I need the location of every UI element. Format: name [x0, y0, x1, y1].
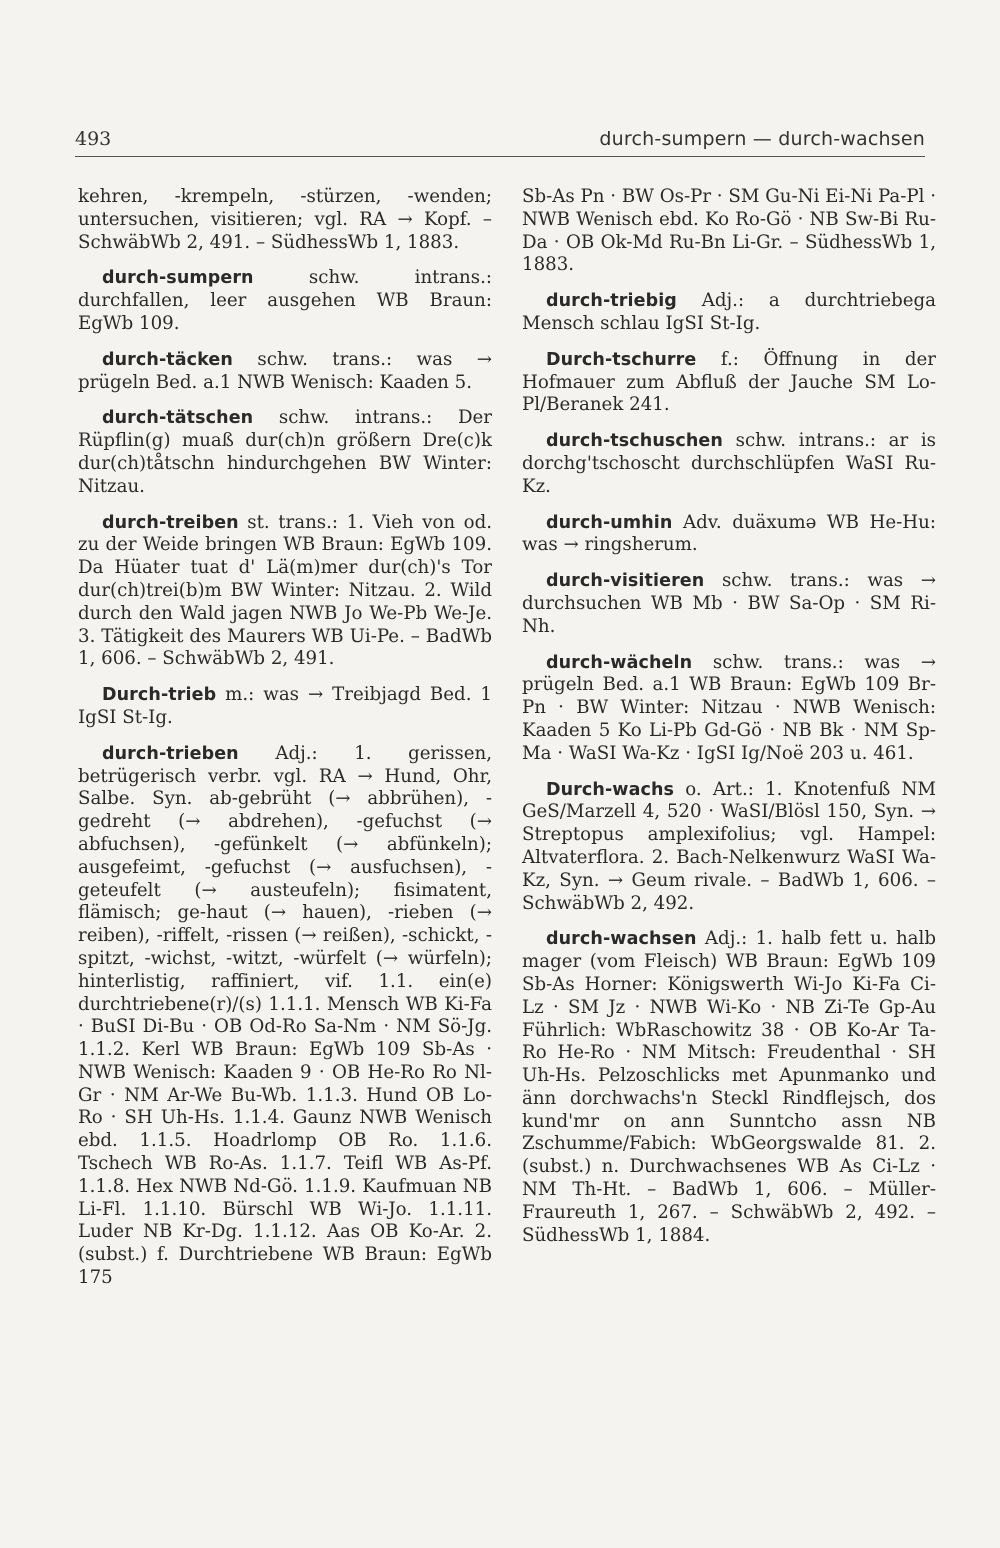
headword: durch-sumpern — [102, 268, 254, 289]
entry-durch-triebig — [522, 290, 936, 336]
headword: durch-visitieren — [546, 571, 705, 592]
entry-text: schw. trans.: was → prügeln Bed. a.1 NWB Wenisch: Kaaden 5. — [78, 348, 492, 393]
entry-text: schw. intrans.: ar is dorchg'tschoscht durchschlüpfen WaSI Ru-Kz. — [522, 430, 936, 497]
headword: durch-täcken — [102, 349, 233, 370]
entry-continuation — [522, 186, 936, 277]
running-title: durch-sumpern — durch-wachsen — [599, 128, 925, 150]
headword: durch-tschuschen — [546, 431, 723, 452]
page-header — [75, 128, 925, 157]
entry-text: o. Art.: 1. Knotenfuß NM GeS/Marzell 4, 520 · WaSI/Blösl 150, Syn. → Streptopus amplexifolius; vgl. Hampel: Altvaterflora. 2. Bach-Nelkenwurz WaSI Wa-Kz, Syn. → Geum rivale. – BadWb 1, 606. – SchwäbWb 2, 492. — [522, 778, 936, 914]
headword: durch-treiben — [102, 512, 239, 533]
left-column — [78, 186, 492, 1303]
entry-text: m.: was → Treibjagd Bed. 1 IgSI St-Ig. — [78, 684, 492, 728]
entry-text: Adj.: a durchtriebega Mensch schlau IgSI St-Ig. — [522, 290, 936, 334]
headword: Durch-trieb — [102, 685, 217, 706]
headword: durch-triebig — [546, 291, 677, 312]
entry-continuation — [78, 186, 492, 254]
entry-text: schw. intrans.: Der Rüpflin(g) muaß dur(ch)n größern Dre(c)k dur(ch)tåtschn hindurchgehen BW Winter: Nitzau. — [78, 407, 492, 497]
entry-text: st. trans.: 1. Vieh von od. zu der Weide bringen WB Braun: EgWb 109. Da Hüater tuat d' Lä(m)mer dur(ch)'s Tor dur(ch)trei(b)m BW Winter: Nitzau. 2. Wild durch den Wald jagen NWB Jo We-Pb We-Je. 3. Tätigkeit des Maurers WB Ui-Pe. – BadWb 1, 606. – SchwäbWb 2, 491. — [78, 511, 492, 670]
headword: durch-wächeln — [546, 652, 693, 673]
entry-text: Adv. duäxumə WB He-Hu: was → ringsherum. — [522, 511, 936, 556]
entry-durch-trieben — [78, 743, 492, 1290]
entry-text: schw. trans.: was → durchsuchen WB Mb · BW Sa-Op · SM Ri-Nh. — [522, 570, 936, 637]
entry-durch-waecheln — [522, 652, 936, 766]
entry-text: Sb-As Pn · BW Os-Pr · SM Gu-Ni Ei-Ni Pa-Pl · NWB Wenisch ebd. Ko Ro-Gö · NB Sw-Bi Ru-Da · OB Ok-Md Ru-Bn Li-Gr. – SüdhessWb 1, 1883. — [522, 186, 936, 276]
headword: durch-wachsen — [546, 929, 697, 950]
entry-text: schw. trans.: was → prügeln Bed. a.1 WB Braun: EgWb 109 Br-Pn · BW Winter: Nitzau · NWB Wenisch: Kaaden 5 Ko Li-Pb Gd-Gö · NB Bk · NM Sp-Ma · WaSI Wa-Kz · IgSI Ig/Noë 203 u. 461. — [522, 651, 936, 764]
headword: durch-trieben — [102, 743, 239, 764]
entry-durch-visitieren — [522, 570, 936, 638]
headword: Durch-tschurre — [546, 349, 697, 370]
entry-durch-treiben — [78, 512, 492, 672]
entry-durch-tschurre — [522, 349, 936, 417]
entry-durch-wachs — [522, 779, 936, 916]
entry-durch-trieb — [78, 684, 492, 730]
headword: durch-umhin — [546, 512, 673, 533]
headword: Durch-wachs — [546, 779, 675, 800]
entry-durch-sumpern — [78, 267, 492, 335]
entry-text: kehren, -krempeln, -stürzen, -wenden; untersuchen, visitieren; vgl. RA → Kopf. – SchwäbWb 2, 491. – SüdhessWb 1, 1883. — [78, 186, 492, 253]
headword: durch-tätschen — [102, 408, 254, 429]
entry-text: Adj.: 1. halb fett u. halb mager (vom Fleisch) WB Braun: EgWb 109 Sb-As Horner: Königswerth Wi-Jo Ki-Fa Ci-Lz · SM Jz · NWB Wi-Ko · NB Zi-Te Gp-Au Führlich: WbRaschowitz 38 · OB Ko-Ar Ta-Ro He-Ro · NM Mitsch: Freudenthal · SH Uh-Hs. Pelzoschlicks met Apunmanko und änn dorchwachs'n Steckl Rindflejsch, dos kund'mr on ann Sunntcho assn NB Zschumme/Fabich: WbGeorgswalde 81. 2. (subst.) n. Durchwachsenes WB As Ci-Lz · NM Th-Ht. – BadWb 1, 606. – Müller-Fraureuth 1, 267. – SchwäbWb 2, 492. – SüdhessWb 1, 1884. — [522, 928, 936, 1246]
right-column — [522, 186, 936, 1260]
entry-durch-wachsen — [522, 928, 936, 1247]
page-number: 493 — [75, 128, 112, 150]
entry-text: f.: Öffnung in der Hofmauer zum Abfluß der Jauche SM Lo-Pl/Beranek 241. — [522, 348, 936, 416]
entry-durch-tschuschen — [522, 430, 936, 498]
entry-text: schw. intrans.: durchfallen, leer ausgehen WB Braun: EgWb 109. — [78, 267, 492, 334]
entry-text: Adj.: 1. gerissen, betrügerisch verbr. vgl. RA → Hund, Ohr, Salbe. Syn. ab-gebrüht (→ abbrühen), -gedreht (→ abdrehen), -gefuchst (→ abfuchsen), -gefünkelt (→ abfünkeln); ausgefeimt, -gefuchst (→ ausfuchsen), -geteufelt (→ austeufeln); fisimatent, flämisch; ge-haut (→ hauen), -rieben (→ reiben), -riffelt, -rissen (→ reißen), -schickt, -spitzt, -wichst, -witzt, -würfelt (→ würfeln); hinterlistig, raffiniert, vif. 1.1. ein(e) durchtriebene(r)/(s) 1.1.1. Mensch WB Ki-Fa · BuSI Di-Bu · OB Od-Ro Sa-Nm · NM Sö-Jg. 1.1.2. Kerl WB Braun: EgWb 109 Sb-As · NWB Wenisch: Kaaden 9 · OB He-Ro Ro Nl-Gr · NM Ar-We Bu-Wb. 1.1.3. Hund OB Lo-Ro · SH Uh-Hs. 1.1.4. Gaunz NWB Wenisch ebd. 1.1.5. Hoadrlomp OB Ro. 1.1.6. Tschech WB Ro-As. 1.1.7. Teifl WB As-Pf. 1.1.8. Hex NWB Nd-Gö. 1.1.9. Kaufmuan NB Li-Fl. 1.1.10. Bürschl WB Wi-Jo. 1.1.11. Luder NB Kr-Dg. 1.1.12. Aas OB Ko-Ar. 2. (subst.) f. Durchtriebene WB Braun: EgWb 175 — [78, 742, 492, 1289]
entry-durch-umhin — [522, 512, 936, 558]
entry-durch-taetschen — [78, 407, 492, 498]
entry-durch-taecken — [78, 349, 492, 395]
